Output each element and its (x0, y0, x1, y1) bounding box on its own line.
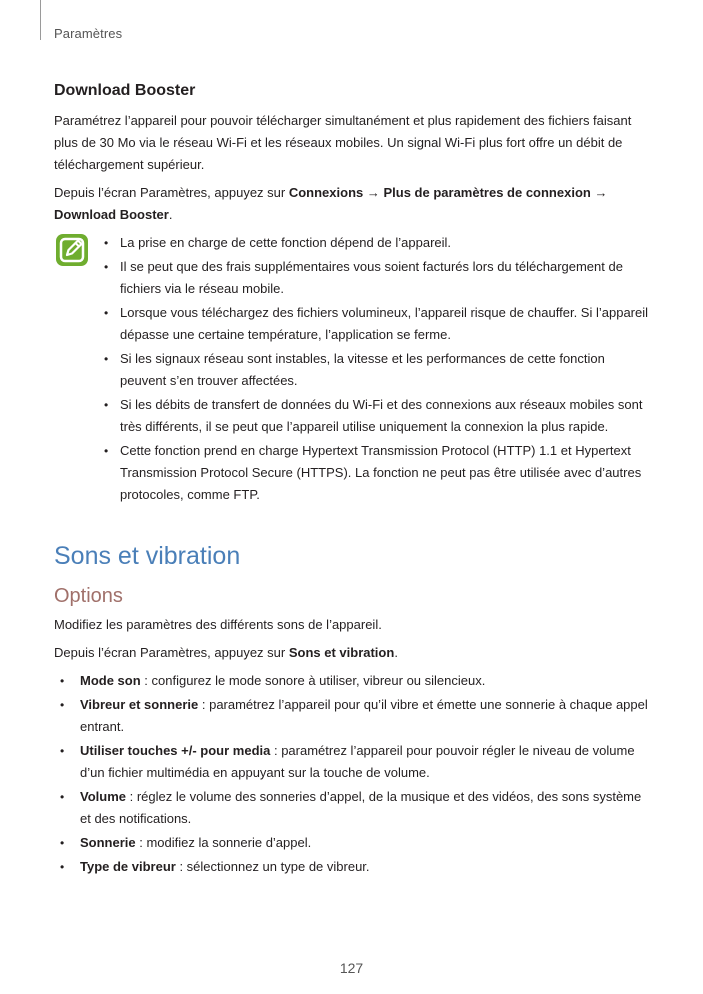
page-content (54, 82, 654, 880)
note-item: • La prise en charge de cette fonction dépend de l’appareil. (104, 235, 452, 250)
download-booster-description: Paramétrez l’appareil pour pouvoir télécharger simultanément et plus rapidement des fichiers faisant plus de 30 Mo via le réseau Wi-Fi et les réseaux mobiles. Un signal Wi-Fi plus fort offre un débit de téléchargement supérieur. (54, 113, 632, 172)
options-list (54, 670, 654, 878)
running-header: Paramètres (54, 26, 123, 41)
option-item: • Type de vibreur : sélectionnez un type de vibreur. (60, 859, 370, 874)
option-item: • Volume : réglez le volume des sonneries d’appel, de la musique et des vidéos, des sons système et des notifications. (60, 789, 642, 826)
path-step-download-booster: Download Booster (54, 207, 169, 222)
path-arrow: → (363, 185, 384, 200)
page-number: 127 (339, 960, 364, 976)
options-heading: Options (54, 585, 123, 607)
note-item: • Si les signaux réseau sont instables, la vitesse et les performances de cette fonction peuvent s’en trouver affectées. (104, 351, 605, 388)
option-item: • Vibreur et sonnerie : paramétrez l’appareil pour qu’il vibre et émette une sonnerie à chaque appel entrant. (60, 697, 648, 734)
path-arrow: → (590, 185, 608, 200)
section-title-sons-vibration: Sons et vibration (54, 542, 241, 570)
path-prefix: Depuis l’écran Paramètres, appuyez sur (54, 645, 289, 660)
path-step-more-settings: Plus de paramètres de connexion (383, 185, 591, 200)
option-item: • Mode son : configurez le mode sonore à utiliser, vibreur ou silencieux. (60, 673, 486, 688)
options-intro: Modifiez les paramètres des différents sons de l’appareil. (54, 617, 382, 632)
note-item: • Si les débits de transfert de données du Wi-Fi et des connexions aux réseaux mobiles sont très différents, il se peut que l’appareil utilise uniquement la connexion la plus rapide. (104, 397, 643, 434)
path-step-sons-vibration: Sons et vibration (288, 645, 395, 660)
option-item: • Sonnerie : modifiez la sonnerie d’appel. (60, 835, 312, 850)
note-pencil-icon (54, 232, 90, 268)
path-step-connexions: Connexions (288, 185, 364, 200)
note-item: • Il se peut que des frais supplémentaires vous soient facturés lors du téléchargement de fichiers via le réseau mobile. (104, 259, 623, 296)
option-item: • Utiliser touches +/- pour media : paramétrez l’appareil pour pouvoir régler le niveau de volume d’un fichier multimédia en appuyant sur la touche de volume. (60, 743, 635, 780)
path-end: . (394, 645, 398, 660)
options-path (54, 642, 654, 664)
note-item: • Lorsque vous téléchargez des fichiers volumineux, l’appareil risque de chauffer. Si l’appareil dépasse une certaine température, l’application se ferme. (104, 305, 649, 342)
note-list (104, 232, 654, 506)
path-prefix: Depuis l’écran Paramètres, appuyez sur (54, 185, 289, 200)
download-booster-path (54, 182, 654, 226)
note-block (54, 232, 654, 506)
note-item: • Cette fonction prend en charge Hypertext Transmission Protocol (HTTP) 1.1 et Hypertext Transmission Protocol Secure (HTTPS). La fonction ne peut pas être utilisée avec d’autres protocoles, comme FTP. (104, 443, 642, 502)
header-corner-line (40, 0, 41, 40)
path-end: . (168, 207, 173, 222)
download-booster-heading: Download Booster (54, 82, 196, 99)
